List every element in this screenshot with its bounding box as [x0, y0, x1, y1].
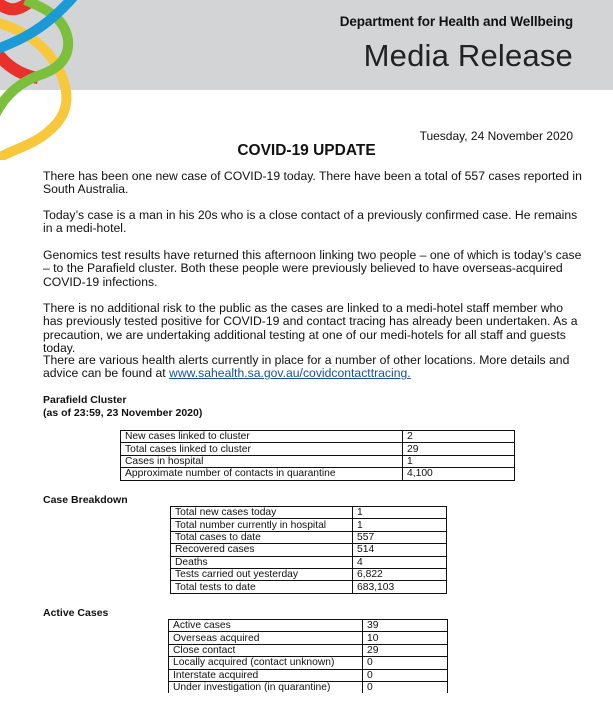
- parafield-heading: [43, 394, 202, 419]
- row-value: 10: [363, 632, 448, 644]
- row-value: 29: [363, 644, 448, 656]
- row-label: Interstate acquired: [169, 669, 363, 681]
- table-row: [121, 443, 515, 455]
- table-row: [171, 568, 447, 580]
- ribbon-logo-icon: [0, 0, 80, 160]
- page-title: COVID-19 UPDATE: [237, 142, 376, 159]
- row-label: Locally acquired (contact unknown): [169, 657, 363, 669]
- row-label: Overseas acquired: [169, 632, 363, 644]
- alerts-paragraph: [43, 354, 583, 381]
- row-value: 1: [403, 455, 515, 467]
- row-value: 0: [363, 657, 448, 669]
- paragraph: There is no additional risk to the public as the cases are linked to a medi-hotel staff member who has previously tested positive for COVID-19 and contact tracing has already been undertaken. As a precaution, we are undertaking additional testing at one of our medi-hotels for all staff and guests today.: [43, 301, 578, 355]
- table-row: [169, 681, 448, 693]
- paragraph: There has been one new case of COVID-19 today. There have been a total of 557 cases reported in South Australia.: [43, 169, 582, 197]
- row-value: 514: [353, 544, 447, 556]
- row-label: Cases in hospital: [121, 455, 403, 467]
- row-label: Total new cases today: [171, 507, 353, 519]
- row-label: Approximate number of contacts in quarantine: [121, 468, 403, 480]
- row-value: 557: [353, 531, 447, 543]
- release-date: Tuesday, 24 November 2020: [419, 129, 573, 143]
- table-row: [171, 507, 447, 519]
- row-label: Active cases: [169, 620, 363, 632]
- row-label: Total tests to date: [171, 581, 353, 593]
- row-label: Under investigation (in quarantine): [169, 681, 363, 693]
- contact-tracing-link[interactable]: www.sahealth.sa.gov.au/covidcontacttracing.: [169, 366, 411, 381]
- active-cases-heading: Active Cases: [43, 607, 109, 619]
- row-value: 0: [363, 681, 448, 693]
- parafield-subtitle: (as of 23:59, 23 November 2020): [43, 406, 203, 419]
- row-label: Total cases linked to cluster: [121, 443, 403, 455]
- row-value: 0: [363, 669, 448, 681]
- row-label: Tests carried out yesterday: [171, 568, 353, 580]
- row-value: 4,100: [403, 468, 515, 480]
- table-row: [121, 431, 515, 443]
- alerts-text: There are various health alerts currently in place for a number of other locations. More details and advice can be found at: [43, 353, 570, 381]
- row-label: Deaths: [171, 556, 353, 568]
- table-row: [121, 468, 515, 480]
- row-label: Recovered cases: [171, 544, 353, 556]
- row-value: 6,822: [353, 568, 447, 580]
- parafield-table: [120, 430, 515, 481]
- table-row: [169, 669, 448, 681]
- row-value: 4: [353, 556, 447, 568]
- table-row: [121, 455, 515, 467]
- table-row: [169, 644, 448, 656]
- table-row: [169, 632, 448, 644]
- table-row: [171, 519, 447, 531]
- paragraph: Genomics test results have returned this afternoon linking two people – one of which is today’s case – to the Parafield cluster. Both these people were previously believed to have overseas-acquired COVID-19 infections.: [43, 248, 582, 289]
- table-row: [171, 531, 447, 543]
- row-value: 2: [403, 431, 515, 443]
- row-label: Total cases to date: [171, 531, 353, 543]
- table-row: [169, 657, 448, 669]
- row-label: Total number currently in hospital: [171, 519, 353, 531]
- parafield-title: Parafield Cluster: [43, 394, 127, 406]
- table-row: [169, 620, 448, 632]
- table-row: [171, 581, 447, 593]
- row-value: 1: [353, 507, 447, 519]
- paragraph: Today’s case is a man in his 20s who is a close contact of a previously confirmed case. He remains in a medi-hotel.: [43, 208, 578, 236]
- row-value: 1: [353, 519, 447, 531]
- active-cases-table: [168, 619, 448, 693]
- row-value: 683,103: [353, 581, 447, 593]
- case-breakdown-heading: Case Breakdown: [43, 494, 128, 506]
- department-name: Department for Health and Wellbeing: [339, 14, 573, 29]
- row-value: 29: [403, 443, 515, 455]
- row-value: 39: [363, 620, 448, 632]
- document-type-title: Media Release: [363, 38, 573, 73]
- row-label: Close contact: [169, 644, 363, 656]
- row-label: New cases linked to cluster: [121, 431, 403, 443]
- table-row: [171, 544, 447, 556]
- case-breakdown-table: [170, 506, 447, 594]
- table-row: [171, 556, 447, 568]
